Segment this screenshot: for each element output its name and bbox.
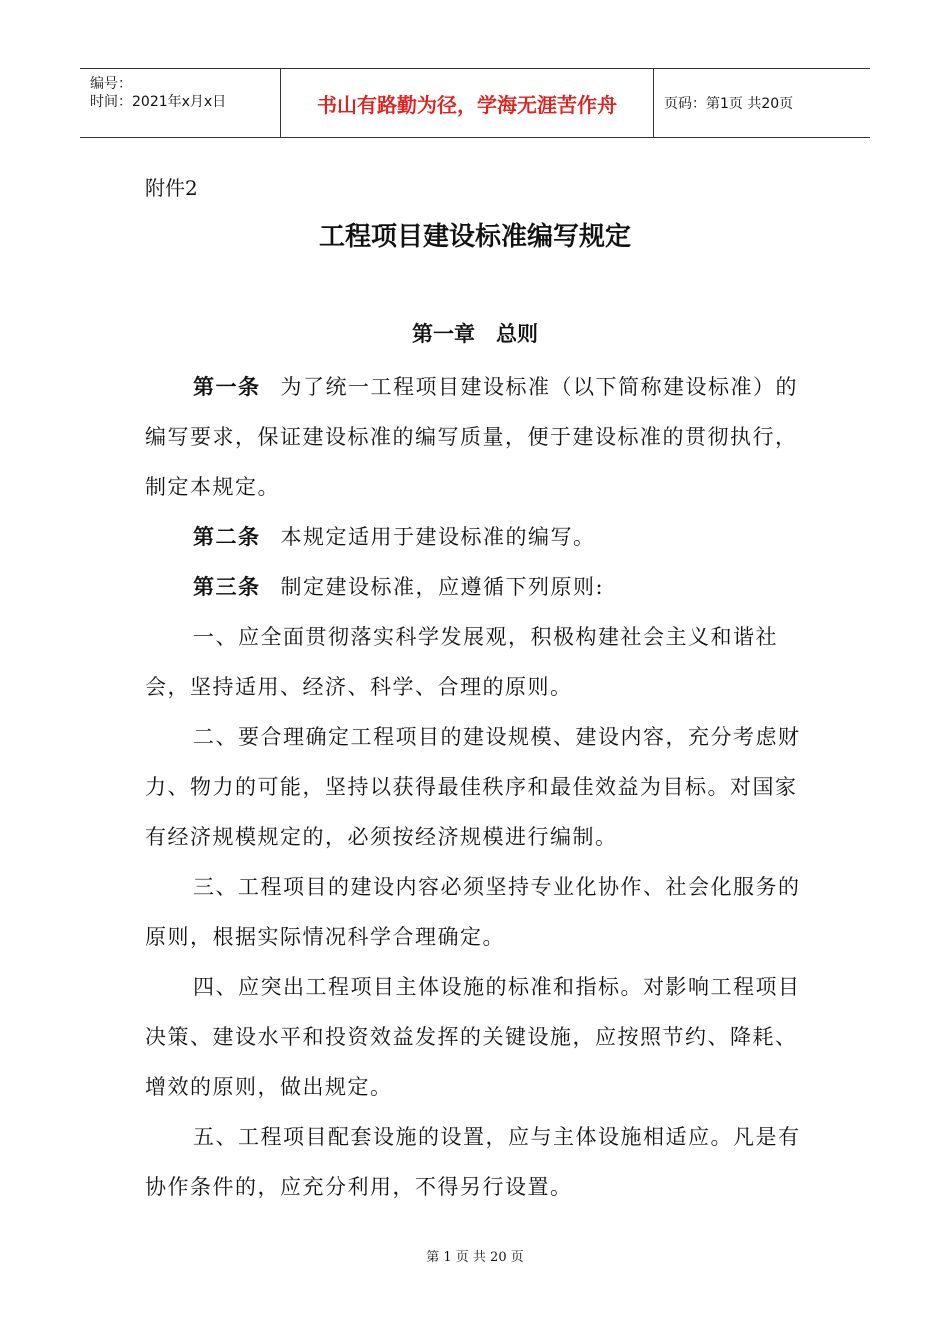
principle-paragraph xyxy=(145,612,810,712)
article-paragraph xyxy=(145,512,810,562)
paragraph-text: 制定建设标准，应遵循下列原则: xyxy=(280,575,605,599)
principle-paragraph xyxy=(145,1112,810,1212)
paragraph-text: 本规定适用于建设标准的编写。 xyxy=(280,525,596,549)
number-label: 编号： xyxy=(90,76,132,92)
paragraph-text: 三、工程项目的建设内容必须坚持专业化协作、社会化服务的原则，根据实际情况科学合理确定。 xyxy=(145,875,801,949)
document-title: 工程项目建设标准编写规定 xyxy=(318,222,631,252)
article-paragraph xyxy=(145,562,810,612)
paragraph-text: 一、应全面贯彻落实科学发展观，积极构建社会主义和谐社会，坚持适用、经济、科学、合理的原则。 xyxy=(145,625,778,699)
article-paragraph xyxy=(145,362,810,512)
header-page-info: 页码：第1页 共20页 xyxy=(664,96,794,112)
principle-paragraph xyxy=(145,862,810,962)
principle-paragraph xyxy=(145,962,810,1112)
paragraph-text: 五、工程项目配套设施的设置，应与主体设施相适应。凡是有协作条件的，应充分利用，不得另行设置。 xyxy=(145,1125,801,1199)
article-label: 第三条 xyxy=(193,575,261,599)
document-body xyxy=(145,362,810,1212)
header-meta xyxy=(80,69,280,137)
chapter-heading: 第一章 总则 xyxy=(412,322,538,346)
time-label: 时间：2021年x月x日 xyxy=(90,94,227,110)
paragraph-text: 二、要合理确定工程项目的建设规模、建设内容，充分考虑财力、物力的可能，坚持以获得最佳秩序和最佳效益为目标。对国家有经济规模规定的，必须按经济规模进行编制。 xyxy=(145,725,801,849)
header-divider xyxy=(653,69,654,137)
header-motto: 书山有路勤为径，学海无涯苦作舟 xyxy=(317,92,617,117)
article-label: 第一条 xyxy=(193,375,261,399)
page-footer: 第 1 页 共 20 页 xyxy=(426,1250,524,1265)
paragraph-text: 四、应突出工程项目主体设施的标准和指标。对影响工程项目决策、建设水平和投资效益发挥的关键设施，应按照节约、降耗、增效的原则，做出规定。 xyxy=(145,975,801,1099)
paragraph-text: 为了统一工程项目建设标准（以下简称建设标准）的编写要求，保证建设标准的编写质量，便于建设标准的贯彻执行，制定本规定。 xyxy=(145,375,798,499)
annex-label: 附件2 xyxy=(145,176,198,200)
article-label: 第二条 xyxy=(193,525,261,549)
principle-paragraph xyxy=(145,712,810,862)
header-table xyxy=(80,68,870,138)
